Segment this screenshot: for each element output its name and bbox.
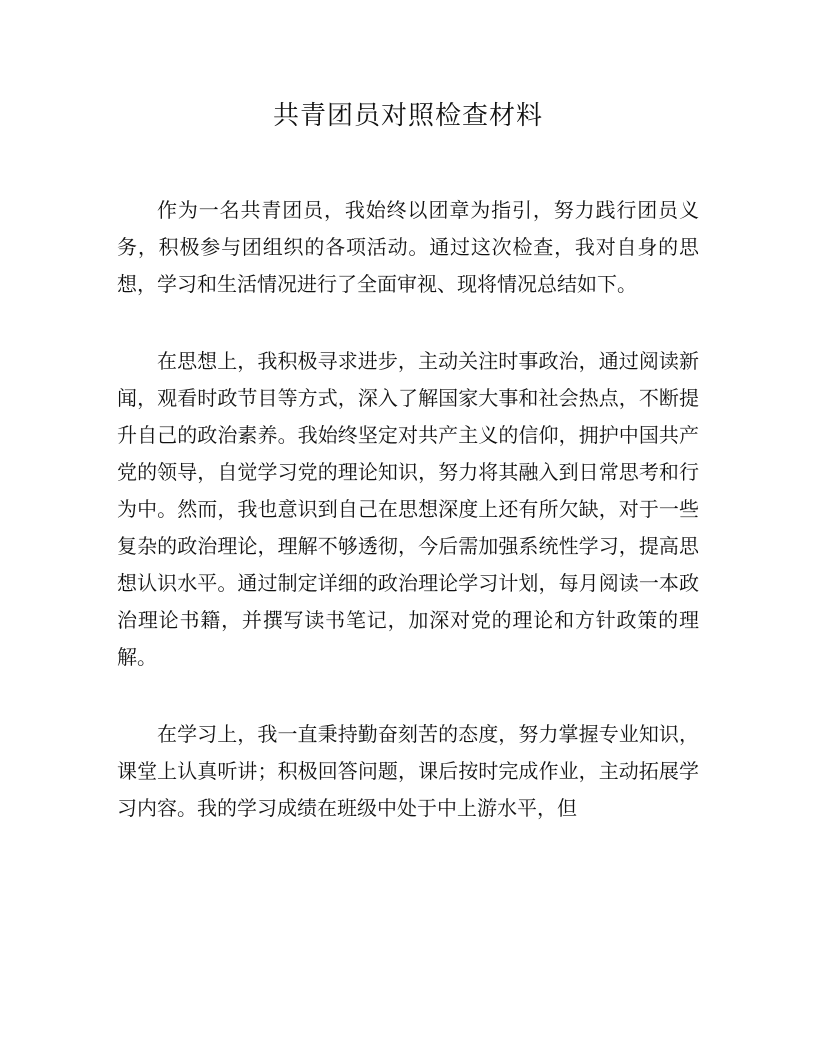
paragraph-thought: 在思想上，我积极寻求进步，主动关注时事政治，通过阅读新闻，观看时政节目等方式，深入了解国家大事和社会热点，不断提升自己的政治素养。我始终坚定对共产主义的信仰，拥护中国共产党的领导，自觉学习党的理论知识，努力将其融入到日常思考和行为中。然而，我也意识到自己在思想深度上还有所欠缺，对于一些复杂的政治理论，理解不够透彻，今后需加强系统性学习，提高思想认识水平。通过制定详细的政治理论学习计划，每月阅读一本政治理论书籍，并撰写读书笔记，加深对党的理论和方针政策的理解。	[117, 349, 699, 669]
document-body	[117, 192, 699, 867]
paragraph-study: 在学习上，我一直秉持勤奋刻苦的态度，努力掌握专业知识，课堂上认真听讲；积极回答问题，课后按时完成作业，主动拓展学习内容。我的学习成绩在班级中处于中上游水平，但	[117, 722, 699, 820]
paragraph-intro: 作为一名共青团员，我始终以团章为指引，努力践行团员义务，积极参与团组织的各项活动。通过这次检查，我对自身的思想，学习和生活情况进行了全面审视、现将情况总结如下。	[117, 198, 699, 296]
document-title: 共青团员对照检查材料	[272, 101, 543, 131]
